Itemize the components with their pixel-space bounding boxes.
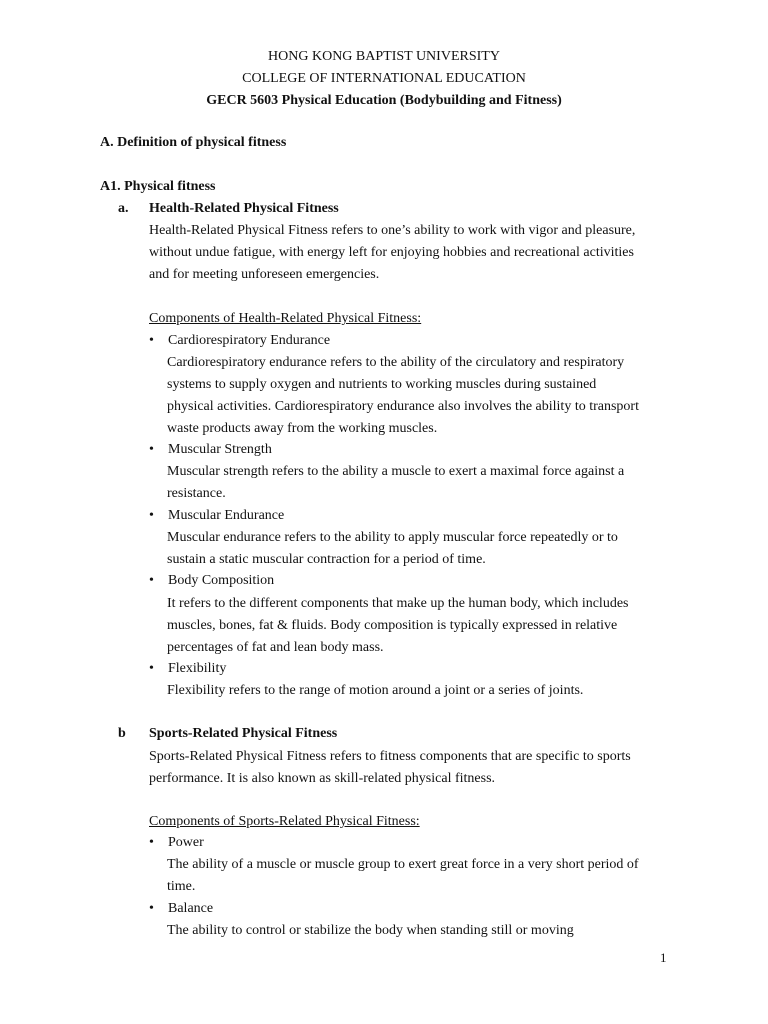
- part-b-components-heading: Components of Sports-Related Physical Fitness:: [149, 814, 420, 829]
- bullet-icon: •: [149, 835, 154, 850]
- component-name: Cardiorespiratory Endurance: [168, 333, 331, 348]
- component-description: [167, 461, 650, 505]
- component-name: Body Composition: [168, 573, 275, 588]
- part-b-definition: [149, 746, 650, 790]
- course-title: GECR 5603 Physical Education (Bodybuilding and Fitness): [206, 93, 562, 108]
- part-b-definition-line: Sports-Related Physical Fitness refers to fitness components that are specific to sports: [149, 749, 631, 764]
- component-description: [167, 593, 650, 659]
- component-description-line: It refers to the different components that make up the human body, which includes: [167, 596, 629, 611]
- component-name: Flexibility: [168, 661, 227, 676]
- component-description-line: resistance.: [167, 486, 226, 501]
- part-a-components-heading: Components of Health-Related Physical Fitness:: [149, 311, 422, 326]
- page-number: 1: [660, 950, 667, 965]
- component-description: [167, 920, 650, 942]
- component-name: Balance: [168, 901, 214, 916]
- component-description-line: percentages of fat and lean body mass.: [167, 640, 384, 655]
- component-name: Muscular Endurance: [168, 508, 285, 523]
- section-a1-heading: A1. Physical fitness: [100, 179, 216, 194]
- component-description: [167, 854, 650, 898]
- component-description-line: Flexibility refers to the range of motion around a joint or a series of joints.: [167, 683, 584, 698]
- component-description-line: Cardiorespiratory endurance refers to the ability of the circulatory and respiratory: [167, 355, 625, 370]
- part-b-title: Sports-Related Physical Fitness: [149, 726, 338, 741]
- bullet-icon: •: [149, 573, 154, 588]
- document-header: [0, 46, 768, 112]
- section-a-heading: A. Definition of physical fitness: [100, 135, 287, 150]
- component-description: [167, 527, 650, 571]
- part-a-marker: a.: [118, 201, 129, 216]
- college-name: COLLEGE OF INTERNATIONAL EDUCATION: [242, 71, 526, 86]
- component-description-line: The ability of a muscle or muscle group to exert great force in a very short period of: [167, 857, 639, 872]
- component-name: Power: [168, 835, 204, 850]
- component-description-line: Muscular endurance refers to the ability to apply muscular force repeatedly or to: [167, 530, 618, 545]
- component-name: Muscular Strength: [168, 442, 272, 457]
- component-description-line: Muscular strength refers to the ability a muscle to exert a maximal force against a: [167, 464, 625, 479]
- university-name: HONG KONG BAPTIST UNIVERSITY: [268, 49, 500, 64]
- component-description-line: The ability to control or stabilize the body when standing still or moving: [167, 923, 574, 938]
- bullet-icon: •: [149, 442, 154, 457]
- part-b-definition-line: performance. It is also known as skill-related physical fitness.: [149, 771, 496, 786]
- component-description-line: waste products away from the working muscles.: [167, 421, 438, 436]
- part-a-title: Health-Related Physical Fitness: [149, 201, 339, 216]
- part-a-definition-line: without undue fatigue, with energy left for enjoying hobbies and recreational activities: [149, 245, 634, 260]
- part-a-definition-line: and for meeting unforeseen emergencies.: [149, 267, 380, 282]
- bullet-icon: •: [149, 901, 154, 916]
- part-a-definition-line: Health-Related Physical Fitness refers to one’s ability to work with vigor and pleasure,: [149, 223, 636, 238]
- component-description-line: muscles, bones, fat & fluids. Body composition is typically expressed in relative: [167, 618, 618, 633]
- bullet-icon: •: [149, 508, 154, 523]
- part-b-marker: b: [118, 726, 126, 741]
- component-description-line: physical activities. Cardiorespiratory endurance also involves the ability to transport: [167, 399, 639, 414]
- bullet-icon: •: [149, 333, 154, 348]
- component-description: [167, 352, 650, 440]
- component-description-line: sustain a static muscular contraction for a period of time.: [167, 552, 486, 567]
- component-description-line: time.: [167, 879, 196, 894]
- part-a-definition: [149, 220, 650, 286]
- bullet-icon: •: [149, 661, 154, 676]
- component-description: [167, 680, 650, 702]
- component-description-line: systems to supply oxygen and nutrients to working muscles during sustained: [167, 377, 597, 392]
